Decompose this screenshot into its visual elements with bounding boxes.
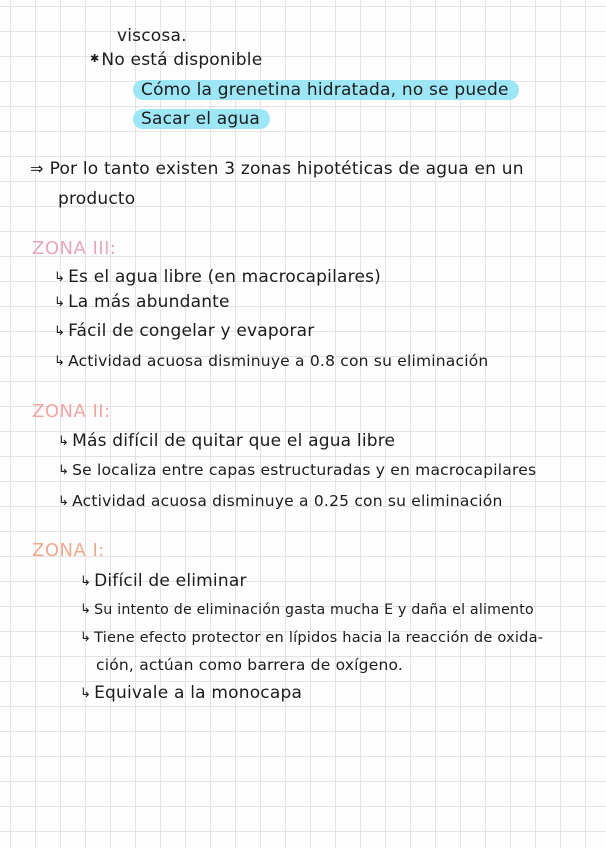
list-item: ↳ Actividad acuosa disminuye a 0.8 con su eliminación [54,352,489,370]
list-item: ↳ Su intento de eliminación gasta mucha E y daña el alimento [80,602,534,618]
arrow-icon: ↳ [58,463,70,478]
arrow-icon: ↳ [54,295,66,310]
arrow-icon: ↳ [80,574,92,589]
bullet-line [90,48,262,71]
text-no-disponible: No está disponible [101,50,263,70]
list-item: ↳ Tiene efecto protector en lípidos hacia la reacción de oxida- [80,629,544,646]
highlighted-line [133,79,519,101]
list-item: ↳ Se localiza entre capas estructuradas y en macrocapilares [58,461,537,479]
arrow-icon: ↳ [58,434,70,449]
star-icon: ✱ [90,52,100,65]
conclusion-line [30,158,524,180]
highlight-text-2: Sacar el agua [133,109,270,129]
text-line [117,25,187,47]
list-item: ↳ Equivale a la monocapa [80,683,303,703]
list-item-continuation: ción, actúan como barrera de oxígeno. [96,656,404,674]
list-item: ↳ Es el agua libre (en macrocapilares) [54,267,381,287]
text-viscosa: viscosa. [117,26,187,46]
arrow-icon: ↳ [80,630,92,645]
conclusion-text-2: producto [58,189,136,209]
heading-zona-1: ZONA I: [32,540,105,561]
highlight-text-1: Cómo la grenetina hidratada, no se puede [133,80,519,100]
list-item: ↳ La más abundante [54,292,230,312]
heading-zona-2: ZONA II: [32,401,111,422]
heading-zona-3: ZONA III: [32,238,117,259]
highlighted-line [133,108,270,130]
arrow-icon: ↳ [80,686,92,701]
list-item: ↳ Fácil de congelar y evaporar [54,321,315,341]
double-arrow-icon: ⇒ [30,159,44,178]
list-item: ↳ Más difícil de quitar que el agua libre [58,431,396,451]
conclusion-text-1: Por lo tanto existen 3 zonas hipotéticas de agua en un [49,159,524,179]
arrow-icon: ↳ [80,602,92,617]
conclusion-line [58,188,135,210]
arrow-icon: ↳ [54,354,66,369]
arrow-icon: ↳ [54,324,66,339]
arrow-icon: ↳ [58,494,70,509]
arrow-icon: ↳ [54,270,66,285]
list-item: ↳ Difícil de eliminar [80,571,247,591]
list-item: ↳ Actividad acuosa disminuye a 0.25 con su eliminación [58,492,503,510]
